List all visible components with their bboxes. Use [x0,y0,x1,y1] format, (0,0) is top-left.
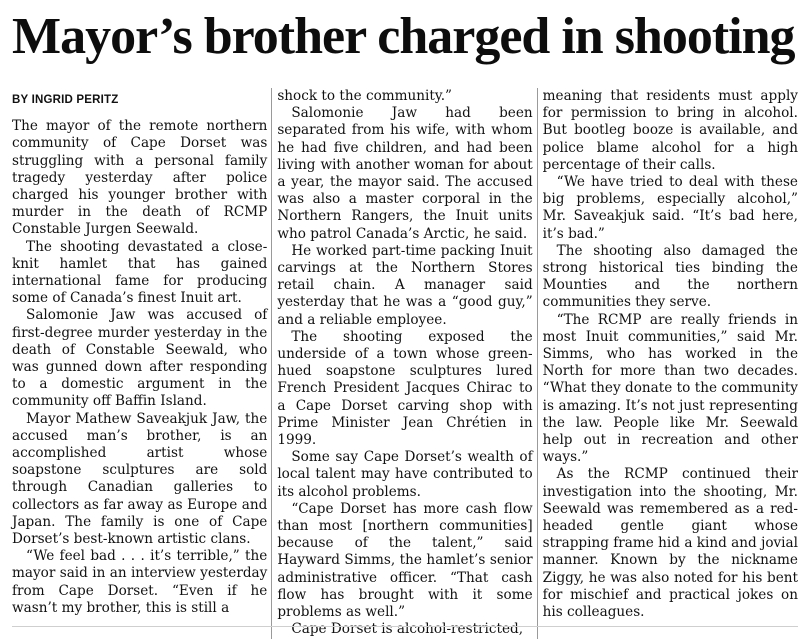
paragraph: The mayor of the remote northern community of Cape Dorset was struggling with a personal family tragedy yesterday after police charged his younger brother with murder in the death of RCMP Constable Jurgen Seewald. [12,118,268,238]
paragraph: “We have tried to deal with these big problems, especially alcohol,” Mr. Saveakjuk said. “It’s bad here, it’s bad.” [542,174,798,242]
paragraph: Cape Dorset is alcohol-restricted, [291,621,524,638]
paragraph: The shooting also damaged the strong historical ties binding the Mounties and the northern communities they serve. [542,242,798,311]
paragraph: As the RCMP continued their investigation into the shooting, Mr. Seewald was remembered as a red-headed gentle giant whose strapping frame hid a kind and jovial manner. Known by the nickname Ziggy, he was also noted for his bent for mischief and practical jokes on his colleagues. [542,466,798,621]
paragraph: “We feel bad . . . it’s terrible,” the mayor said in an interview yesterday from Cape Dorset. “Even if he wasn’t my brother, this is still a [12,548,268,616]
column-3 [543,88,798,639]
byline: BY INGRID PERITZ [12,94,119,106]
article-columns [12,88,798,638]
paragraph: Some say Cape Dorset’s wealth of local talent may have contributed to its alcohol problems. [277,449,533,500]
bottom-rule [12,626,798,627]
column-2 [277,88,532,639]
headline: Mayor’s brother charged in shooting [12,8,795,65]
paragraph: The shooting exposed the underside of a town whose green-hued soapstone sculptures lured French President Jacques Chirac to a Cape Dorset carving shop with Prime Minister Jean Chrétien in 1999. [277,328,533,449]
paragraph: He worked part-time packing Inuit carvings at the Northern Stores retail chain. A manager said yesterday that he was a “good guy,” and a reliable employee. [277,242,533,328]
paragraph: shock to the community.” [277,88,453,104]
paragraph: The shooting devastated a close-knit hamlet that has gained international fame for producing some of Canada’s finest Inuit art. [12,238,268,307]
paragraph: Mayor Mathew Saveakjuk Jaw, the accused man’s brother, is an accomplished artist whose soapstone sculptures are sold through Canadian galleries to collectors as far away as Europe and Japan. The family is one of Cape Dorset’s best-known artistic clans. [12,410,268,548]
paragraph: “Cape Dorset has more cash flow than most [northern communities] because of the talent,” said Hayward Simms, the hamlet’s senior administrative officer. “That cash flow has brought with it some problems as well.” [277,500,533,621]
paragraph: “The RCMP are really friends in most Inuit communities,” said Mr. Simms, who has worked in the North for more than two decades. “What they donate to the community is amazing. It’s not just representing the law. People like Mr. Seewald help out in recreation and other ways.” [542,311,798,466]
paragraph: Salomonie Jaw had been separated from his wife, with whom he had five children, and had been living with another woman for about a year, the mayor said. The accused was also a master corporal in the Northern Rangers, the Inuit units who patrol Canada’s Arctic, he said. [277,105,533,242]
column-1 [12,88,267,639]
paragraph: Salomonie Jaw was accused of first-degree murder yesterday in the death of Constable Seewald, who was gunned down after responding to a domestic argument in the community off Baffin Island. [12,307,268,410]
paragraph: meaning that residents must apply for permission to bring in alcohol. But bootleg booze is available, and police blame alcohol for a high percentage of their calls. [542,88,798,173]
